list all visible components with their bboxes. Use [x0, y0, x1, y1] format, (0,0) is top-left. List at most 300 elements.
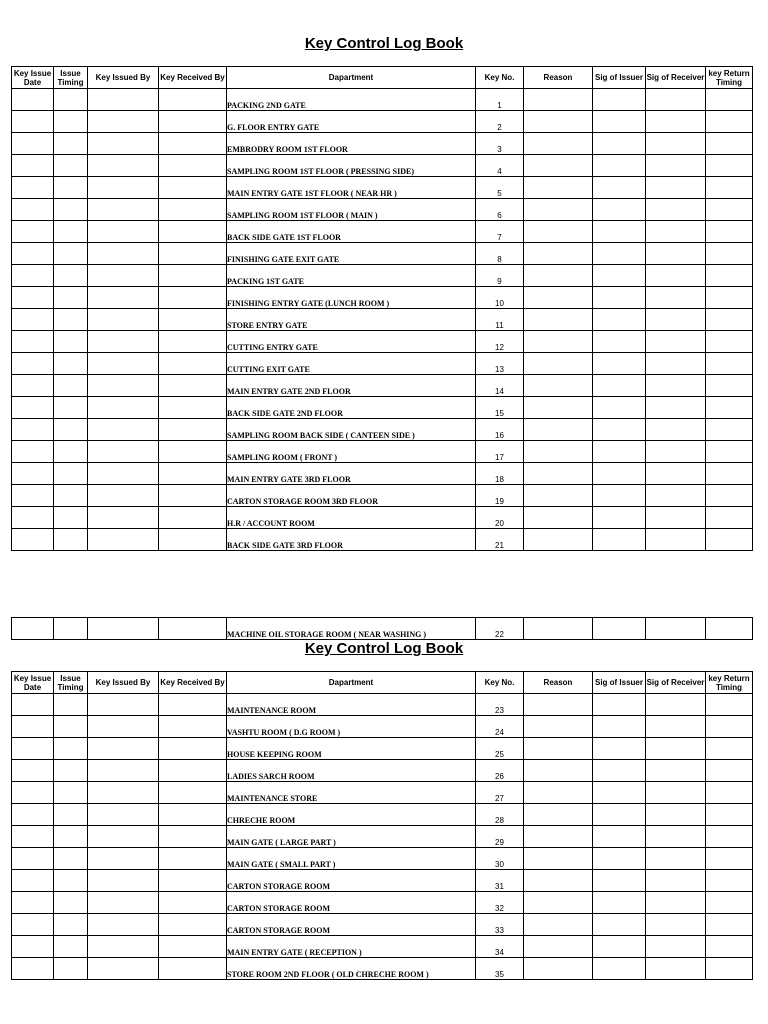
- sig-issuer-cell: [593, 738, 646, 760]
- issue-timing-cell: [54, 243, 88, 265]
- header-issue-timing: Issue Timing: [54, 67, 88, 89]
- sig-issuer-cell: [593, 463, 646, 485]
- issue-timing-cell: [54, 353, 88, 375]
- sig-issuer-cell: [593, 694, 646, 716]
- received-by-cell: [159, 716, 227, 738]
- issue-timing-cell: [54, 936, 88, 958]
- table-row: [12, 111, 753, 133]
- issued-by-cell: [88, 892, 159, 914]
- issued-by-cell: [88, 397, 159, 419]
- key-no-cell: 23: [476, 694, 524, 716]
- reason-cell: [524, 485, 593, 507]
- table-row: [12, 529, 753, 551]
- issued-by-cell: [88, 155, 159, 177]
- return-timing-cell: [706, 375, 753, 397]
- department-cell: BACK SIDE GATE 3RD FLOOR: [227, 529, 476, 551]
- reason-cell: [524, 826, 593, 848]
- sig-receiver-cell: [646, 199, 706, 221]
- reason-cell: [524, 782, 593, 804]
- reason-cell: [524, 441, 593, 463]
- sig-issuer-cell: [593, 782, 646, 804]
- issue-timing-cell: [54, 155, 88, 177]
- header-issued-by: Key Issued By: [88, 672, 159, 694]
- department-cell: CARTON STORAGE ROOM: [227, 870, 476, 892]
- return-timing-cell: [706, 529, 753, 551]
- sig-receiver-cell: [646, 760, 706, 782]
- sig-receiver-cell: [646, 441, 706, 463]
- return-timing-cell: [706, 221, 753, 243]
- sig-issuer-cell: [593, 529, 646, 551]
- reason-cell: [524, 419, 593, 441]
- sig-issuer-cell: [593, 936, 646, 958]
- sig-issuer-cell: [593, 243, 646, 265]
- department-cell: LADIES SARCH ROOM: [227, 760, 476, 782]
- issue-date-cell: [12, 892, 54, 914]
- issued-by-cell: [88, 111, 159, 133]
- issued-by-cell: [88, 331, 159, 353]
- sig-receiver-cell: [646, 914, 706, 936]
- header-received-by: Key Received By: [159, 67, 227, 89]
- issued-by-cell: [88, 199, 159, 221]
- return-timing-cell: [706, 397, 753, 419]
- header-sig-receiver: Sig of Receiver: [646, 67, 706, 89]
- department-cell: SAMPLING ROOM ( FRONT ): [227, 441, 476, 463]
- department-cell: CARTON STORAGE ROOM 3RD FLOOR: [227, 485, 476, 507]
- log-book-title: Key Control Log Book: [304, 35, 464, 52]
- issue-timing-cell: [54, 760, 88, 782]
- reason-cell: [524, 375, 593, 397]
- reason-cell: [524, 133, 593, 155]
- key-no-cell: 29: [476, 826, 524, 848]
- issue-date-cell: [12, 133, 54, 155]
- sig-issuer-cell: [593, 826, 646, 848]
- department-cell: SAMPLING ROOM BACK SIDE ( CANTEEN SIDE ): [227, 419, 476, 441]
- issue-timing-cell: [54, 694, 88, 716]
- issue-timing-cell: [54, 485, 88, 507]
- issue-date-cell: [12, 177, 54, 199]
- return-timing-cell: [706, 419, 753, 441]
- received-by-cell: [159, 221, 227, 243]
- sig-issuer-cell: [593, 804, 646, 826]
- sig-receiver-cell: [646, 287, 706, 309]
- sig-issuer-cell: [593, 309, 646, 331]
- table-row: [12, 287, 753, 309]
- issue-date-cell: [12, 804, 54, 826]
- received-by-cell: [159, 111, 227, 133]
- key-no-cell: 4: [476, 155, 524, 177]
- return-timing-cell: [706, 441, 753, 463]
- reason-cell: [524, 694, 593, 716]
- department-cell: SAMPLING ROOM 1ST FLOOR ( PRESSING SIDE): [227, 155, 476, 177]
- issued-by-cell: [88, 694, 159, 716]
- department-cell: PACKING 2ND GATE: [227, 89, 476, 111]
- issue-timing-cell: [54, 265, 88, 287]
- received-by-cell: [159, 958, 227, 980]
- issue-date-cell: [12, 738, 54, 760]
- return-timing-cell: [706, 353, 753, 375]
- table-row: [12, 221, 753, 243]
- reason-cell: [524, 397, 593, 419]
- issue-timing-cell: [54, 133, 88, 155]
- sig-receiver-cell: [646, 375, 706, 397]
- reason-cell: [524, 353, 593, 375]
- issue-date-cell: [12, 716, 54, 738]
- issued-by-cell: [88, 936, 159, 958]
- sig-issuer-cell: [593, 177, 646, 199]
- sig-issuer-cell: [593, 89, 646, 111]
- reason-cell: [524, 529, 593, 551]
- return-timing-cell: [706, 309, 753, 331]
- sig-receiver-cell: [646, 133, 706, 155]
- key-no-cell: 14: [476, 375, 524, 397]
- received-by-cell: [159, 848, 227, 870]
- return-timing-cell: [706, 760, 753, 782]
- sig-receiver-cell: [646, 265, 706, 287]
- table-row: [12, 892, 753, 914]
- key-no-cell: 30: [476, 848, 524, 870]
- key-no-cell: 26: [476, 760, 524, 782]
- received-by-cell: [159, 914, 227, 936]
- reason-cell: [524, 804, 593, 826]
- issue-timing-cell: [54, 870, 88, 892]
- table-row: [12, 353, 753, 375]
- received-by-cell: [159, 375, 227, 397]
- issue-timing-cell: [54, 848, 88, 870]
- sig-receiver-cell: [646, 353, 706, 375]
- table-row: [12, 958, 753, 980]
- issue-date-cell: [12, 331, 54, 353]
- issued-by-cell: [88, 870, 159, 892]
- received-by-cell: [159, 618, 227, 640]
- header-sig-issuer: Sig of Issuer: [593, 672, 646, 694]
- received-by-cell: [159, 870, 227, 892]
- issue-date-cell: [12, 111, 54, 133]
- received-by-cell: [159, 694, 227, 716]
- key-no-cell: 21: [476, 529, 524, 551]
- key-log-table-1-continued: [11, 617, 753, 640]
- key-no-cell: 31: [476, 870, 524, 892]
- return-timing-cell: [706, 694, 753, 716]
- sig-issuer-cell: [593, 419, 646, 441]
- sig-receiver-cell: [646, 870, 706, 892]
- issued-by-cell: [88, 265, 159, 287]
- key-no-cell: 10: [476, 287, 524, 309]
- department-cell: EMBRODRY ROOM 1ST FLOOR: [227, 133, 476, 155]
- sig-receiver-cell: [646, 463, 706, 485]
- table-row: [12, 485, 753, 507]
- sig-issuer-cell: [593, 199, 646, 221]
- table-row: [12, 419, 753, 441]
- sig-receiver-cell: [646, 738, 706, 760]
- sig-issuer-cell: [593, 618, 646, 640]
- sig-issuer-cell: [593, 353, 646, 375]
- issue-timing-cell: [54, 419, 88, 441]
- return-timing-cell: [706, 199, 753, 221]
- sig-receiver-cell: [646, 848, 706, 870]
- issue-timing-cell: [54, 826, 88, 848]
- sig-receiver-cell: [646, 892, 706, 914]
- header-received-by: Key Received By: [159, 672, 227, 694]
- sig-issuer-cell: [593, 848, 646, 870]
- received-by-cell: [159, 507, 227, 529]
- sig-issuer-cell: [593, 441, 646, 463]
- issue-date-cell: [12, 287, 54, 309]
- department-cell: FINISHING ENTRY GATE (LUNCH ROOM ): [227, 287, 476, 309]
- department-cell: MAIN ENTRY GATE 3RD FLOOR: [227, 463, 476, 485]
- return-timing-cell: [706, 155, 753, 177]
- reason-cell: [524, 914, 593, 936]
- reason-cell: [524, 716, 593, 738]
- issue-date-cell: [12, 826, 54, 848]
- header-reason: Reason: [524, 672, 593, 694]
- issue-date-cell: [12, 760, 54, 782]
- issue-date-cell: [12, 441, 54, 463]
- header-department: Dapartment: [227, 67, 476, 89]
- header-reason: Reason: [524, 67, 593, 89]
- issue-date-cell: [12, 618, 54, 640]
- table-row: [12, 804, 753, 826]
- issued-by-cell: [88, 760, 159, 782]
- department-cell: CARTON STORAGE ROOM: [227, 892, 476, 914]
- received-by-cell: [159, 782, 227, 804]
- header-return-timing: key Return Timing: [706, 67, 753, 89]
- sig-receiver-cell: [646, 716, 706, 738]
- table-row: [12, 738, 753, 760]
- received-by-cell: [159, 177, 227, 199]
- return-timing-cell: [706, 133, 753, 155]
- department-cell: MAINTENANCE ROOM: [227, 694, 476, 716]
- return-timing-cell: [706, 782, 753, 804]
- reason-cell: [524, 738, 593, 760]
- issue-date-cell: [12, 243, 54, 265]
- issue-timing-cell: [54, 463, 88, 485]
- issued-by-cell: [88, 309, 159, 331]
- issued-by-cell: [88, 782, 159, 804]
- issue-timing-cell: [54, 331, 88, 353]
- key-no-cell: 33: [476, 914, 524, 936]
- reason-cell: [524, 331, 593, 353]
- sig-receiver-cell: [646, 826, 706, 848]
- received-by-cell: [159, 199, 227, 221]
- department-cell: STORE ROOM 2ND FLOOR ( OLD CHRECHE ROOM ): [227, 958, 476, 980]
- issue-date-cell: [12, 848, 54, 870]
- sig-receiver-cell: [646, 155, 706, 177]
- sig-issuer-cell: [593, 958, 646, 980]
- return-timing-cell: [706, 331, 753, 353]
- key-no-cell: 17: [476, 441, 524, 463]
- department-cell: CHRECHE ROOM: [227, 804, 476, 826]
- sig-receiver-cell: [646, 485, 706, 507]
- sig-issuer-cell: [593, 892, 646, 914]
- header-key-no: Key No.: [476, 672, 524, 694]
- key-no-cell: 19: [476, 485, 524, 507]
- received-by-cell: [159, 133, 227, 155]
- issue-date-cell: [12, 221, 54, 243]
- issue-date-cell: [12, 375, 54, 397]
- issued-by-cell: [88, 177, 159, 199]
- key-no-cell: 28: [476, 804, 524, 826]
- reason-cell: [524, 848, 593, 870]
- table-row: [12, 936, 753, 958]
- return-timing-cell: [706, 936, 753, 958]
- key-log-table-2: [11, 671, 753, 980]
- key-no-cell: 3: [476, 133, 524, 155]
- issue-date-cell: [12, 89, 54, 111]
- table-row: [12, 199, 753, 221]
- sig-issuer-cell: [593, 155, 646, 177]
- issued-by-cell: [88, 826, 159, 848]
- issue-date-cell: [12, 485, 54, 507]
- issued-by-cell: [88, 441, 159, 463]
- table-row: [12, 265, 753, 287]
- reason-cell: [524, 243, 593, 265]
- received-by-cell: [159, 463, 227, 485]
- department-cell: BACK SIDE GATE 1ST FLOOR: [227, 221, 476, 243]
- key-no-cell: 8: [476, 243, 524, 265]
- sig-issuer-cell: [593, 397, 646, 419]
- department-cell: FINISHING GATE EXIT GATE: [227, 243, 476, 265]
- issued-by-cell: [88, 485, 159, 507]
- reason-cell: [524, 618, 593, 640]
- issued-by-cell: [88, 507, 159, 529]
- issue-timing-cell: [54, 738, 88, 760]
- issue-date-cell: [12, 529, 54, 551]
- department-cell: H.R / ACCOUNT ROOM: [227, 507, 476, 529]
- sig-receiver-cell: [646, 89, 706, 111]
- key-no-cell: 6: [476, 199, 524, 221]
- table-row: [12, 89, 753, 111]
- return-timing-cell: [706, 287, 753, 309]
- issue-timing-cell: [54, 221, 88, 243]
- department-cell: BACK SIDE GATE 2ND FLOOR: [227, 397, 476, 419]
- key-no-cell: 25: [476, 738, 524, 760]
- sig-issuer-cell: [593, 760, 646, 782]
- received-by-cell: [159, 353, 227, 375]
- return-timing-cell: [706, 177, 753, 199]
- reason-cell: [524, 111, 593, 133]
- received-by-cell: [159, 155, 227, 177]
- sig-issuer-cell: [593, 133, 646, 155]
- reason-cell: [524, 155, 593, 177]
- received-by-cell: [159, 485, 227, 507]
- sig-issuer-cell: [593, 914, 646, 936]
- sig-receiver-cell: [646, 177, 706, 199]
- issued-by-cell: [88, 716, 159, 738]
- header-row: [12, 67, 753, 89]
- header-issue-date: Key Issue Date: [12, 672, 54, 694]
- sig-receiver-cell: [646, 397, 706, 419]
- issue-timing-cell: [54, 287, 88, 309]
- return-timing-cell: [706, 111, 753, 133]
- table-row: [12, 177, 753, 199]
- sig-receiver-cell: [646, 111, 706, 133]
- table-row: [12, 914, 753, 936]
- key-no-cell: 35: [476, 958, 524, 980]
- issue-timing-cell: [54, 892, 88, 914]
- received-by-cell: [159, 441, 227, 463]
- received-by-cell: [159, 265, 227, 287]
- key-no-cell: 15: [476, 397, 524, 419]
- received-by-cell: [159, 892, 227, 914]
- sig-issuer-cell: [593, 507, 646, 529]
- table-row: [12, 441, 753, 463]
- issue-timing-cell: [54, 529, 88, 551]
- table-row: [12, 375, 753, 397]
- sig-receiver-cell: [646, 804, 706, 826]
- return-timing-cell: [706, 870, 753, 892]
- issue-timing-cell: [54, 375, 88, 397]
- table-row: [12, 331, 753, 353]
- issue-timing-cell: [54, 914, 88, 936]
- sig-receiver-cell: [646, 958, 706, 980]
- issued-by-cell: [88, 353, 159, 375]
- sig-issuer-cell: [593, 716, 646, 738]
- return-timing-cell: [706, 914, 753, 936]
- issue-date-cell: [12, 265, 54, 287]
- issued-by-cell: [88, 738, 159, 760]
- department-cell: MACHINE OIL STORAGE ROOM ( NEAR WASHING ): [227, 618, 476, 640]
- sig-issuer-cell: [593, 265, 646, 287]
- reason-cell: [524, 89, 593, 111]
- issued-by-cell: [88, 529, 159, 551]
- table-row: [12, 694, 753, 716]
- issued-by-cell: [88, 287, 159, 309]
- reason-cell: [524, 177, 593, 199]
- key-no-cell: 9: [476, 265, 524, 287]
- reason-cell: [524, 309, 593, 331]
- received-by-cell: [159, 287, 227, 309]
- key-no-cell: 5: [476, 177, 524, 199]
- issued-by-cell: [88, 958, 159, 980]
- issue-timing-cell: [54, 199, 88, 221]
- header-issue-date: Key Issue Date: [12, 67, 54, 89]
- issue-timing-cell: [54, 309, 88, 331]
- received-by-cell: [159, 331, 227, 353]
- sig-issuer-cell: [593, 221, 646, 243]
- return-timing-cell: [706, 716, 753, 738]
- department-cell: MAIN ENTRY GATE ( RECEPTION ): [227, 936, 476, 958]
- issued-by-cell: [88, 133, 159, 155]
- header-department: Dapartment: [227, 672, 476, 694]
- issue-timing-cell: [54, 716, 88, 738]
- received-by-cell: [159, 826, 227, 848]
- issue-date-cell: [12, 507, 54, 529]
- issued-by-cell: [88, 618, 159, 640]
- issued-by-cell: [88, 89, 159, 111]
- return-timing-cell: [706, 463, 753, 485]
- department-cell: G. FLOOR ENTRY GATE: [227, 111, 476, 133]
- department-cell: MAIN ENTRY GATE 2ND FLOOR: [227, 375, 476, 397]
- received-by-cell: [159, 738, 227, 760]
- issue-date-cell: [12, 958, 54, 980]
- department-cell: MAINTENANCE STORE: [227, 782, 476, 804]
- return-timing-cell: [706, 618, 753, 640]
- issue-timing-cell: [54, 804, 88, 826]
- table-row: [12, 782, 753, 804]
- return-timing-cell: [706, 826, 753, 848]
- table-row: [12, 716, 753, 738]
- department-cell: VASHTU ROOM ( D.G ROOM ): [227, 716, 476, 738]
- table-row: [12, 133, 753, 155]
- key-no-cell: 24: [476, 716, 524, 738]
- issue-timing-cell: [54, 441, 88, 463]
- issued-by-cell: [88, 463, 159, 485]
- sig-receiver-cell: [646, 618, 706, 640]
- issue-date-cell: [12, 397, 54, 419]
- header-row: [12, 672, 753, 694]
- department-cell: MAIN GATE ( LARGE PART ): [227, 826, 476, 848]
- issue-date-cell: [12, 914, 54, 936]
